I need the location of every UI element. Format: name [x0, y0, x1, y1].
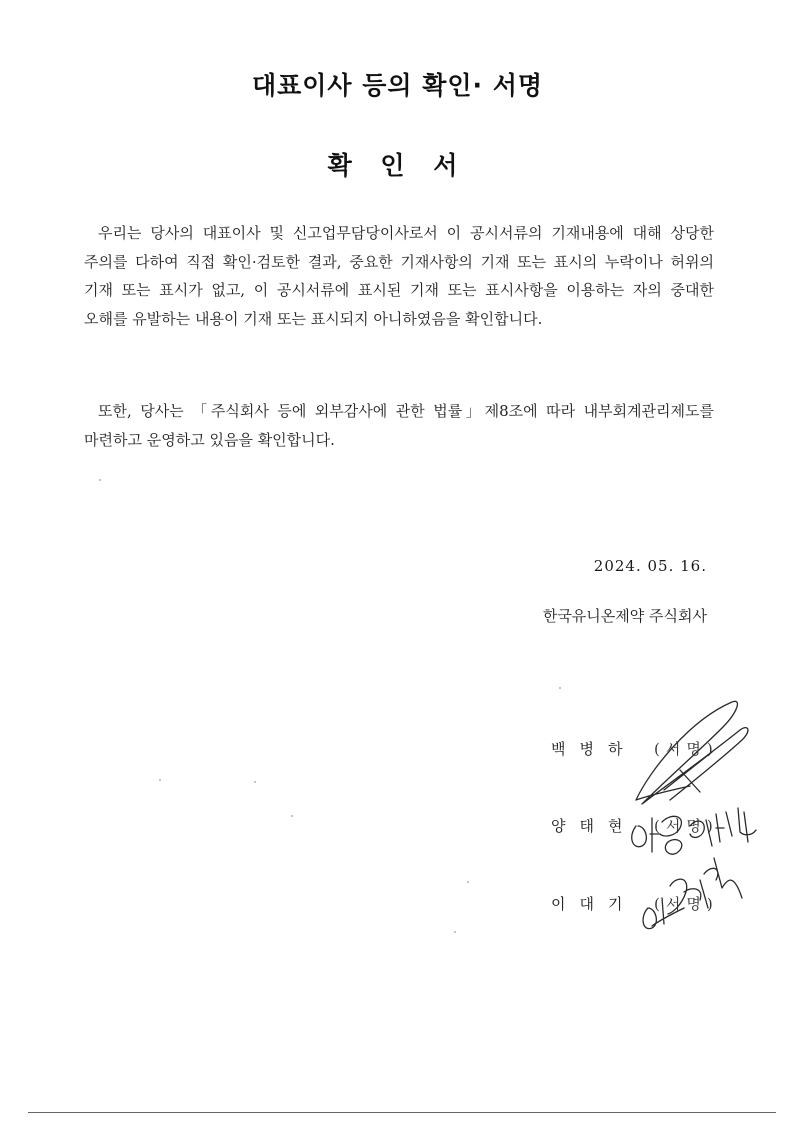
company-name: 한국유니온제약 주식회사 [542, 607, 707, 625]
document-title: 확 인 서 [327, 151, 468, 180]
signature-placeholder: (서명) [654, 895, 719, 913]
section-title: 대표이사 등의 확인· 서명 [251, 71, 544, 100]
page-bottom-rule [28, 1112, 776, 1113]
document-date: 2024. 05. 16. [593, 557, 707, 575]
internal-control-paragraph: 또한, 당사는 「주식회사 등에 외부감사에 관한 법률」제8조에 따라 내부회계관리제도를 마련하고 운영하고 있음을 확인합니다. [84, 402, 714, 449]
signatory-name: 양태현 [551, 817, 637, 835]
signatory-name: 백병하 [551, 740, 637, 758]
signatory-name: 이대기 [551, 895, 637, 913]
signature-placeholder: (서명) [654, 817, 719, 835]
signature-placeholder: (서명) [654, 740, 719, 758]
confirmation-paragraph: 우리는 당사의 대표이사 및 신고업무담당이사로서 이 공시서류의 기재내용에 대해 상당한 주의를 다하여 직접 확인·검토한 결과, 중요한 기재사항의 기재 또는 표시의 누락이나 허위의 기재 또는 표시가 없고, 이 공시서류에 표시된 기재 또는 표시사항을 이용하는 자의 중대한 오해를 유발하는 내용이 기재 또는 표시되지 아니하였음을 확인합니다. [84, 224, 714, 328]
